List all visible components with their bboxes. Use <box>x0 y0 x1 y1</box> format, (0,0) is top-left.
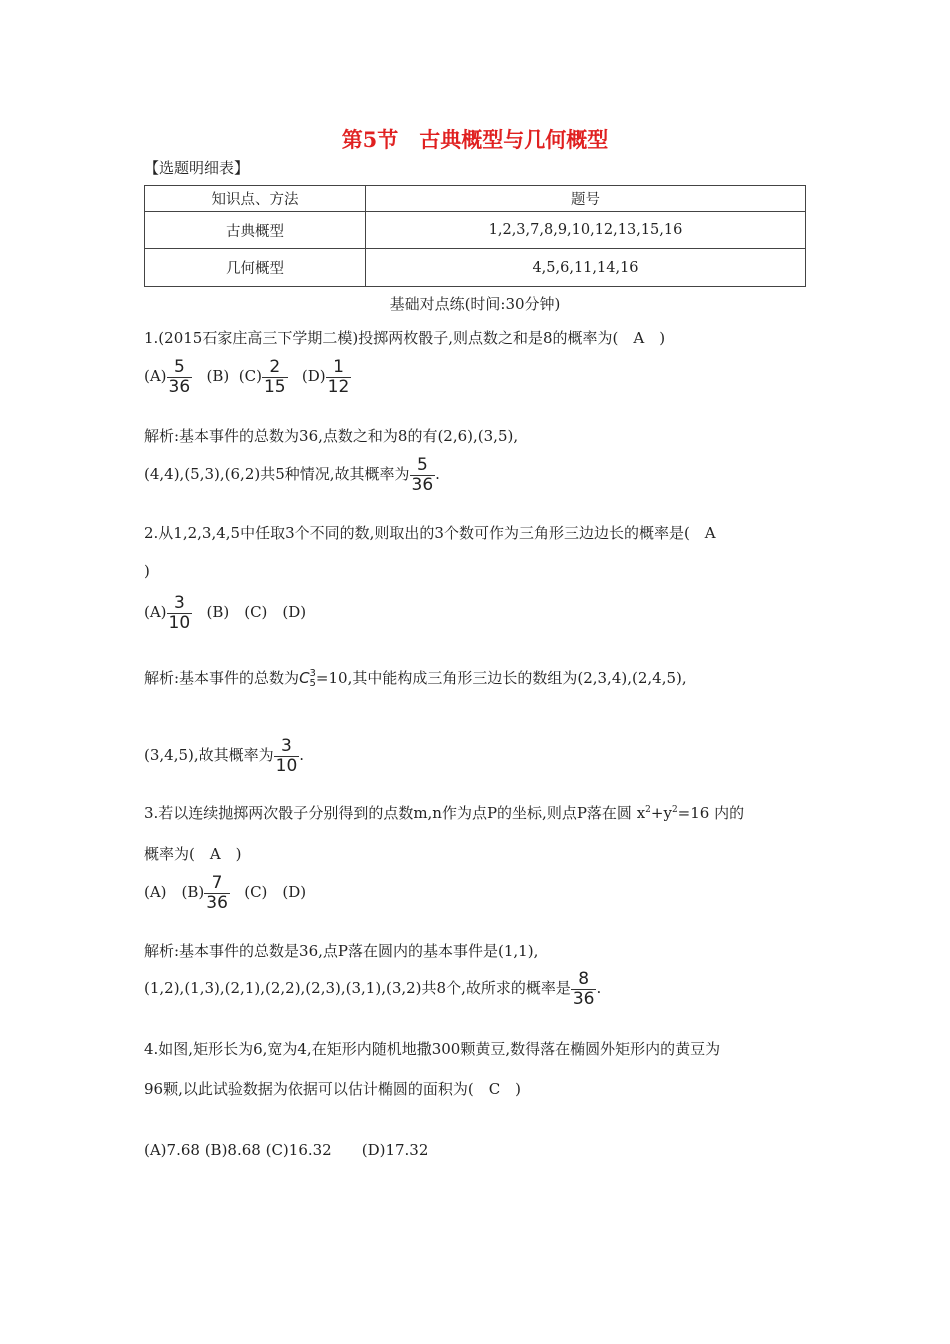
table-header-numbers: 题号 <box>366 186 806 212</box>
question-4-text-line-1: 4.如图,矩形长为6,宽为4,在矩形内随机地撒300颗黄豆,数得落在椭圆外矩形内的黄豆为 <box>144 1040 721 1058</box>
options-c-d-label: (C) (D) <box>244 883 307 902</box>
option-d-label: (D) <box>301 367 326 386</box>
option-a-label: (A) <box>144 603 167 622</box>
table-header-row <box>145 186 806 212</box>
solution-2-line-1: 解析:基本事件的总数为C 3 5 =10,其中能构成三角形三边长的数组为(2,3,4),(2,4,5), <box>144 667 687 689</box>
option-a-fraction: $\frac{3}{10}$ <box>168 593 191 633</box>
table-cell-numbers: 4,5,6,11,14,16 <box>366 249 806 287</box>
table-header-topic: 知识点、方法 <box>145 186 366 212</box>
solution-2-line-2: (3,4,5),故其概率为 $\frac{3}{10}$ . <box>144 736 305 776</box>
solution-1-fraction: $\frac{5}{36}$ <box>411 455 434 495</box>
solution-3-fraction: $\frac{8}{36}$ <box>572 969 595 1009</box>
option-a-fraction: $\frac{5}{36}$ <box>168 357 191 397</box>
option-a-label: (A) <box>144 367 167 386</box>
topic-table <box>144 185 806 287</box>
table-cell-numbers: 1,2,3,7,8,9,10,12,13,15,16 <box>366 212 806 249</box>
table-heading: 【选题明细表】 <box>144 159 250 177</box>
option-b-fraction: $\frac{7}{36}$ <box>206 873 228 913</box>
question-4-options: (A)7.68 (B)8.68 (C)16.32 (D)17.32 <box>144 1141 429 1159</box>
combination-symbol: C 3 5 <box>299 667 316 689</box>
options-a-b-label: (A) (B) <box>144 883 205 902</box>
table-cell-topic: 几何概型 <box>145 249 366 287</box>
question-2-text-line-2: ) <box>144 562 150 580</box>
table-row <box>145 212 806 249</box>
question-1-options <box>144 358 351 396</box>
solution-1-line-1: 解析:基本事件的总数为36,点数之和为8的有(2,6),(3,5), <box>144 427 519 445</box>
question-4-text-line-2: 96颗,以此试验数据为依据可以估计椭圆的面积为( C ) <box>144 1080 522 1098</box>
table-row <box>145 249 806 287</box>
question-3-text-line-1: 3.若以连续抛掷两次骰子分别得到的点数m,n作为点P的坐标,则点P落在圆 $x^2+y^2=16$ 内的 <box>144 804 745 822</box>
question-1-text: 1.(2015石家庄高三下学期二模)投掷两枚骰子,则点数之和是8的概率为( A ) <box>144 329 666 347</box>
solution-3-line-2: (1,2),(1,3),(2,1),(2,2),(2,3),(3,1),(3,2)共8个,故所求的概率是 $\frac{8}{36}$ . <box>144 969 602 1009</box>
table-cell-topic: 古典概型 <box>145 212 366 249</box>
option-b-label: (B) <box>206 367 230 386</box>
section-label: 基础对点练(时间:30分钟) <box>389 295 561 313</box>
question-2-options <box>144 594 306 632</box>
solution-3-line-1: 解析:基本事件的总数是36,点P落在圆内的基本事件是(1,1), <box>144 942 539 960</box>
question-3-options <box>144 874 306 912</box>
question-3-text-line-2: 概率为( A ) <box>144 845 242 863</box>
options-b-c-d: (B) (C) (D) <box>206 603 307 622</box>
option-d-fraction: $\frac{1}{12}$ <box>327 357 350 397</box>
solution-2-fraction: $\frac{3}{10}$ <box>275 736 298 776</box>
solution-1-line-2: (4,4),(5,3),(6,2)共5种情况,故其概率为 $\frac{5}{36}$ . <box>144 455 440 495</box>
page-title: 第5节 古典概型与几何概型 <box>341 127 609 152</box>
option-c-label: (C) <box>238 367 262 386</box>
option-c-fraction: $\frac{2}{15}$ <box>263 357 286 397</box>
question-2-text-line-1: 2.从1,2,3,4,5中任取3个不同的数,则取出的3个数可作为三角形三边边长的概率是( A <box>144 524 716 542</box>
